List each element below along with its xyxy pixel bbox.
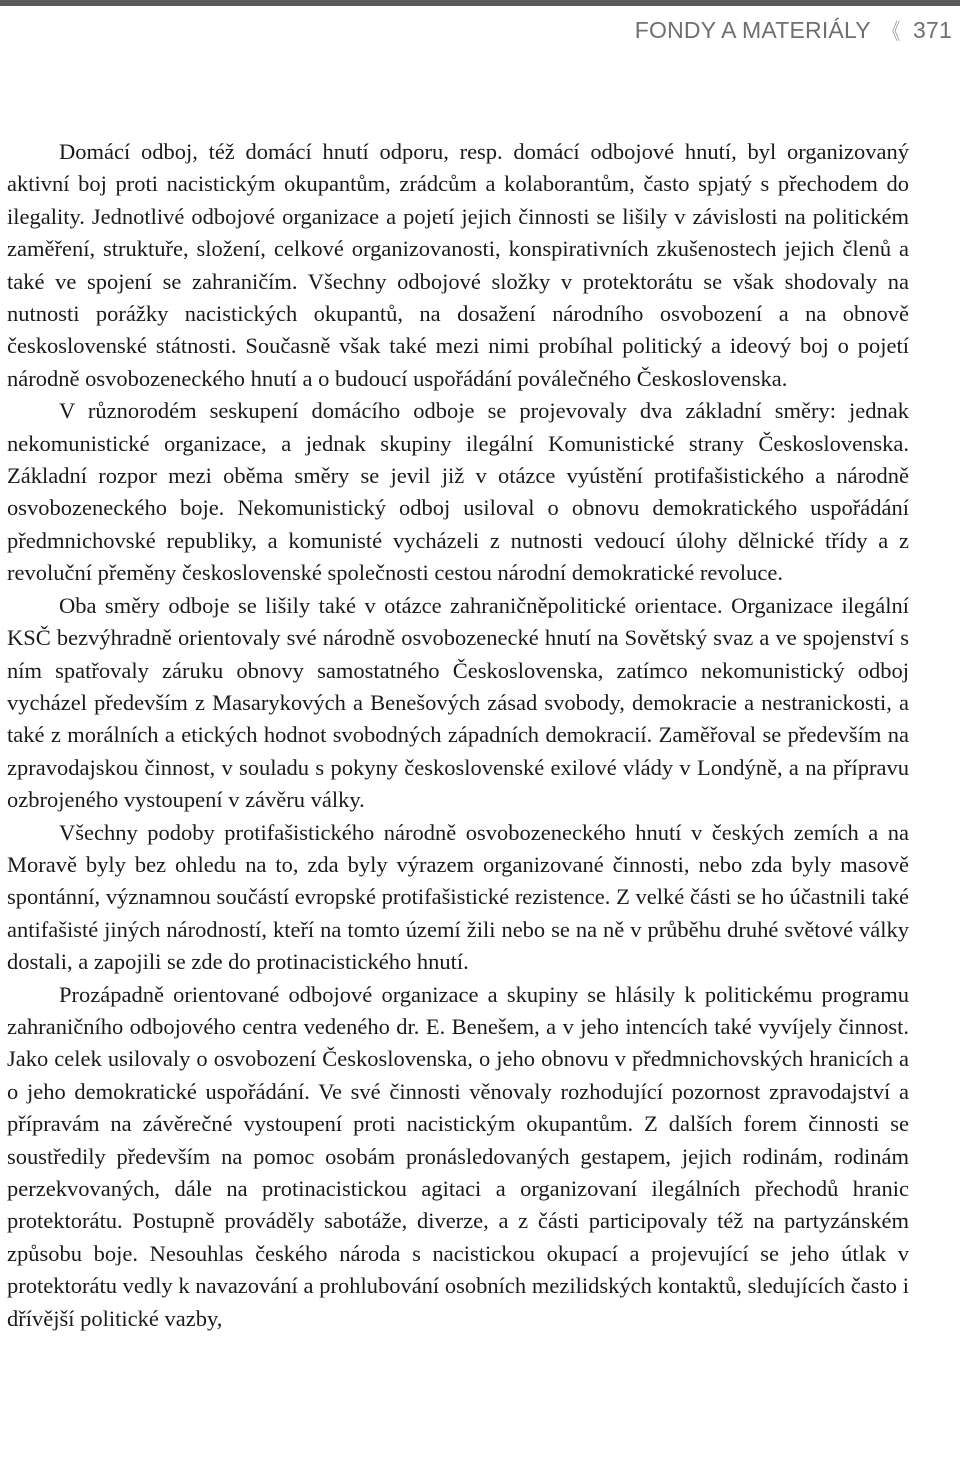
section-title: FONDY A MATERIÁLY bbox=[634, 16, 871, 43]
running-header bbox=[635, 14, 952, 46]
page-number: 371 bbox=[913, 16, 952, 43]
paragraph: V různorodém seskupení domácího odboje se projevovaly dva základní směry: jednak nekomunistické organizace, a jednak skupiny ilegální Komunistické strany Československa. Základní rozpor mezi oběma směry se jevil již v otázce vyústění protifašistického a národně osvobozeneckého boje. Nekomunistický odboj usiloval o obnovu demokratického uspořádání předmnichovské republiky, a komunisté vycházeli z nutnosti vedoucí úlohy dělnické třídy a z revoluční přeměny československé společnosti cestou národní demokratické revoluce. bbox=[7, 398, 909, 586]
paragraph: Všechny podoby protifašistického národně osvobozeneckého hnutí v českých zemích a na Moravě byly bez ohledu na to, zda byly výrazem organizované činnosti, nebo zda byly masově spontánní, významnou součástí evropské protifašistické rezistence. Z velké části se ho účastnili také antifašisté jiných národností, kteří na tomto území žili nebo se na ně v průběhu druhé světové války dostali, a zapojili se zde do protinacistického hnutí. bbox=[7, 819, 909, 975]
article-body bbox=[7, 136, 909, 1335]
paragraph: Oba směry odboje se lišily také v otázce zahraničněpolitické orientace. Organizace ilegální KSČ bezvýhradně orientovaly své národně osvobozenecké hnutí na Sovětský svaz a ve spojenství s ním spatřovaly záruku obnovy samostatného Československa, zatímco nekomunistický odboj vycházel především z Masarykových a Benešových zásad svobody, demokracie a nestranickosti, a také z morálních a etických hodnot svobodných západních demokracií. Zaměřoval se především na zpravodajskou činnost, v souladu s pokyny československé exilové vlády v Londýně, a na přípravu ozbrojeného vystoupení v závěru války. bbox=[7, 592, 909, 813]
header-rule bbox=[0, 0, 960, 6]
paragraph: Prozápadně orientované odbojové organizace a skupiny se hlásily k politickému programu zahraničního odbojového centra vedeného dr. E. Benešem, a v jeho intencích také vyvíjely činnost. Jako celek usilovaly o osvobození Československa, o jeho obnovu v předmnichovských hranicích a o jeho demokratické uspořádání. Ve své činnosti věnovaly rozhodující pozornost zpravodajství a přípravám na závěrečné vystoupení proti nacistickým okupantům. Z dalších forem činnosti se soustředily především na pomoc osobám pronásledovaných gestapem, jejich rodinám, rodinám perzekvovaných, dále na protinacistickou agitaci a organizovaní ilegálních přechodů hranic protektorátu. Postupně prováděly sabotáže, diverze, a z části participovaly též na partyzánském způsobu boje. Nesouhlas českého národa s nacistickou okupací a projevující se jeho útlak v protektorátu vedly k navazování a prohlubování osobních mezilidských kontaktů, sledujících často i dřívější politické vazby, bbox=[7, 981, 909, 1331]
chevron-left-icon: 《 bbox=[883, 18, 901, 44]
paragraph: Domácí odboj, též domácí hnutí odporu, resp. domácí odbojové hnutí, byl organizovaný aktivní boj proti nacistickým okupantům, zrádcům a kolaborantům, často spjatý s přechodem do ilegality. Jednotlivé odbojové organizace a pojetí jejich činnosti se lišily v závislosti na politickém zaměření, struktuře, složení, celkové organizovanosti, konspirativních zkušenostech jejich členů a také ve spojení se zahraničím. Všechny odbojové složky v protektorátu se však shodovaly na nutnosti porážky nacistických okupantů, na dosažení národního osvobození a na obnově československé státnosti. Současně však také mezi nimi probíhal politický a ideový boj o pojetí národně osvobozeneckého hnutí a o budoucí uspořádání poválečného Československa. bbox=[7, 139, 909, 391]
